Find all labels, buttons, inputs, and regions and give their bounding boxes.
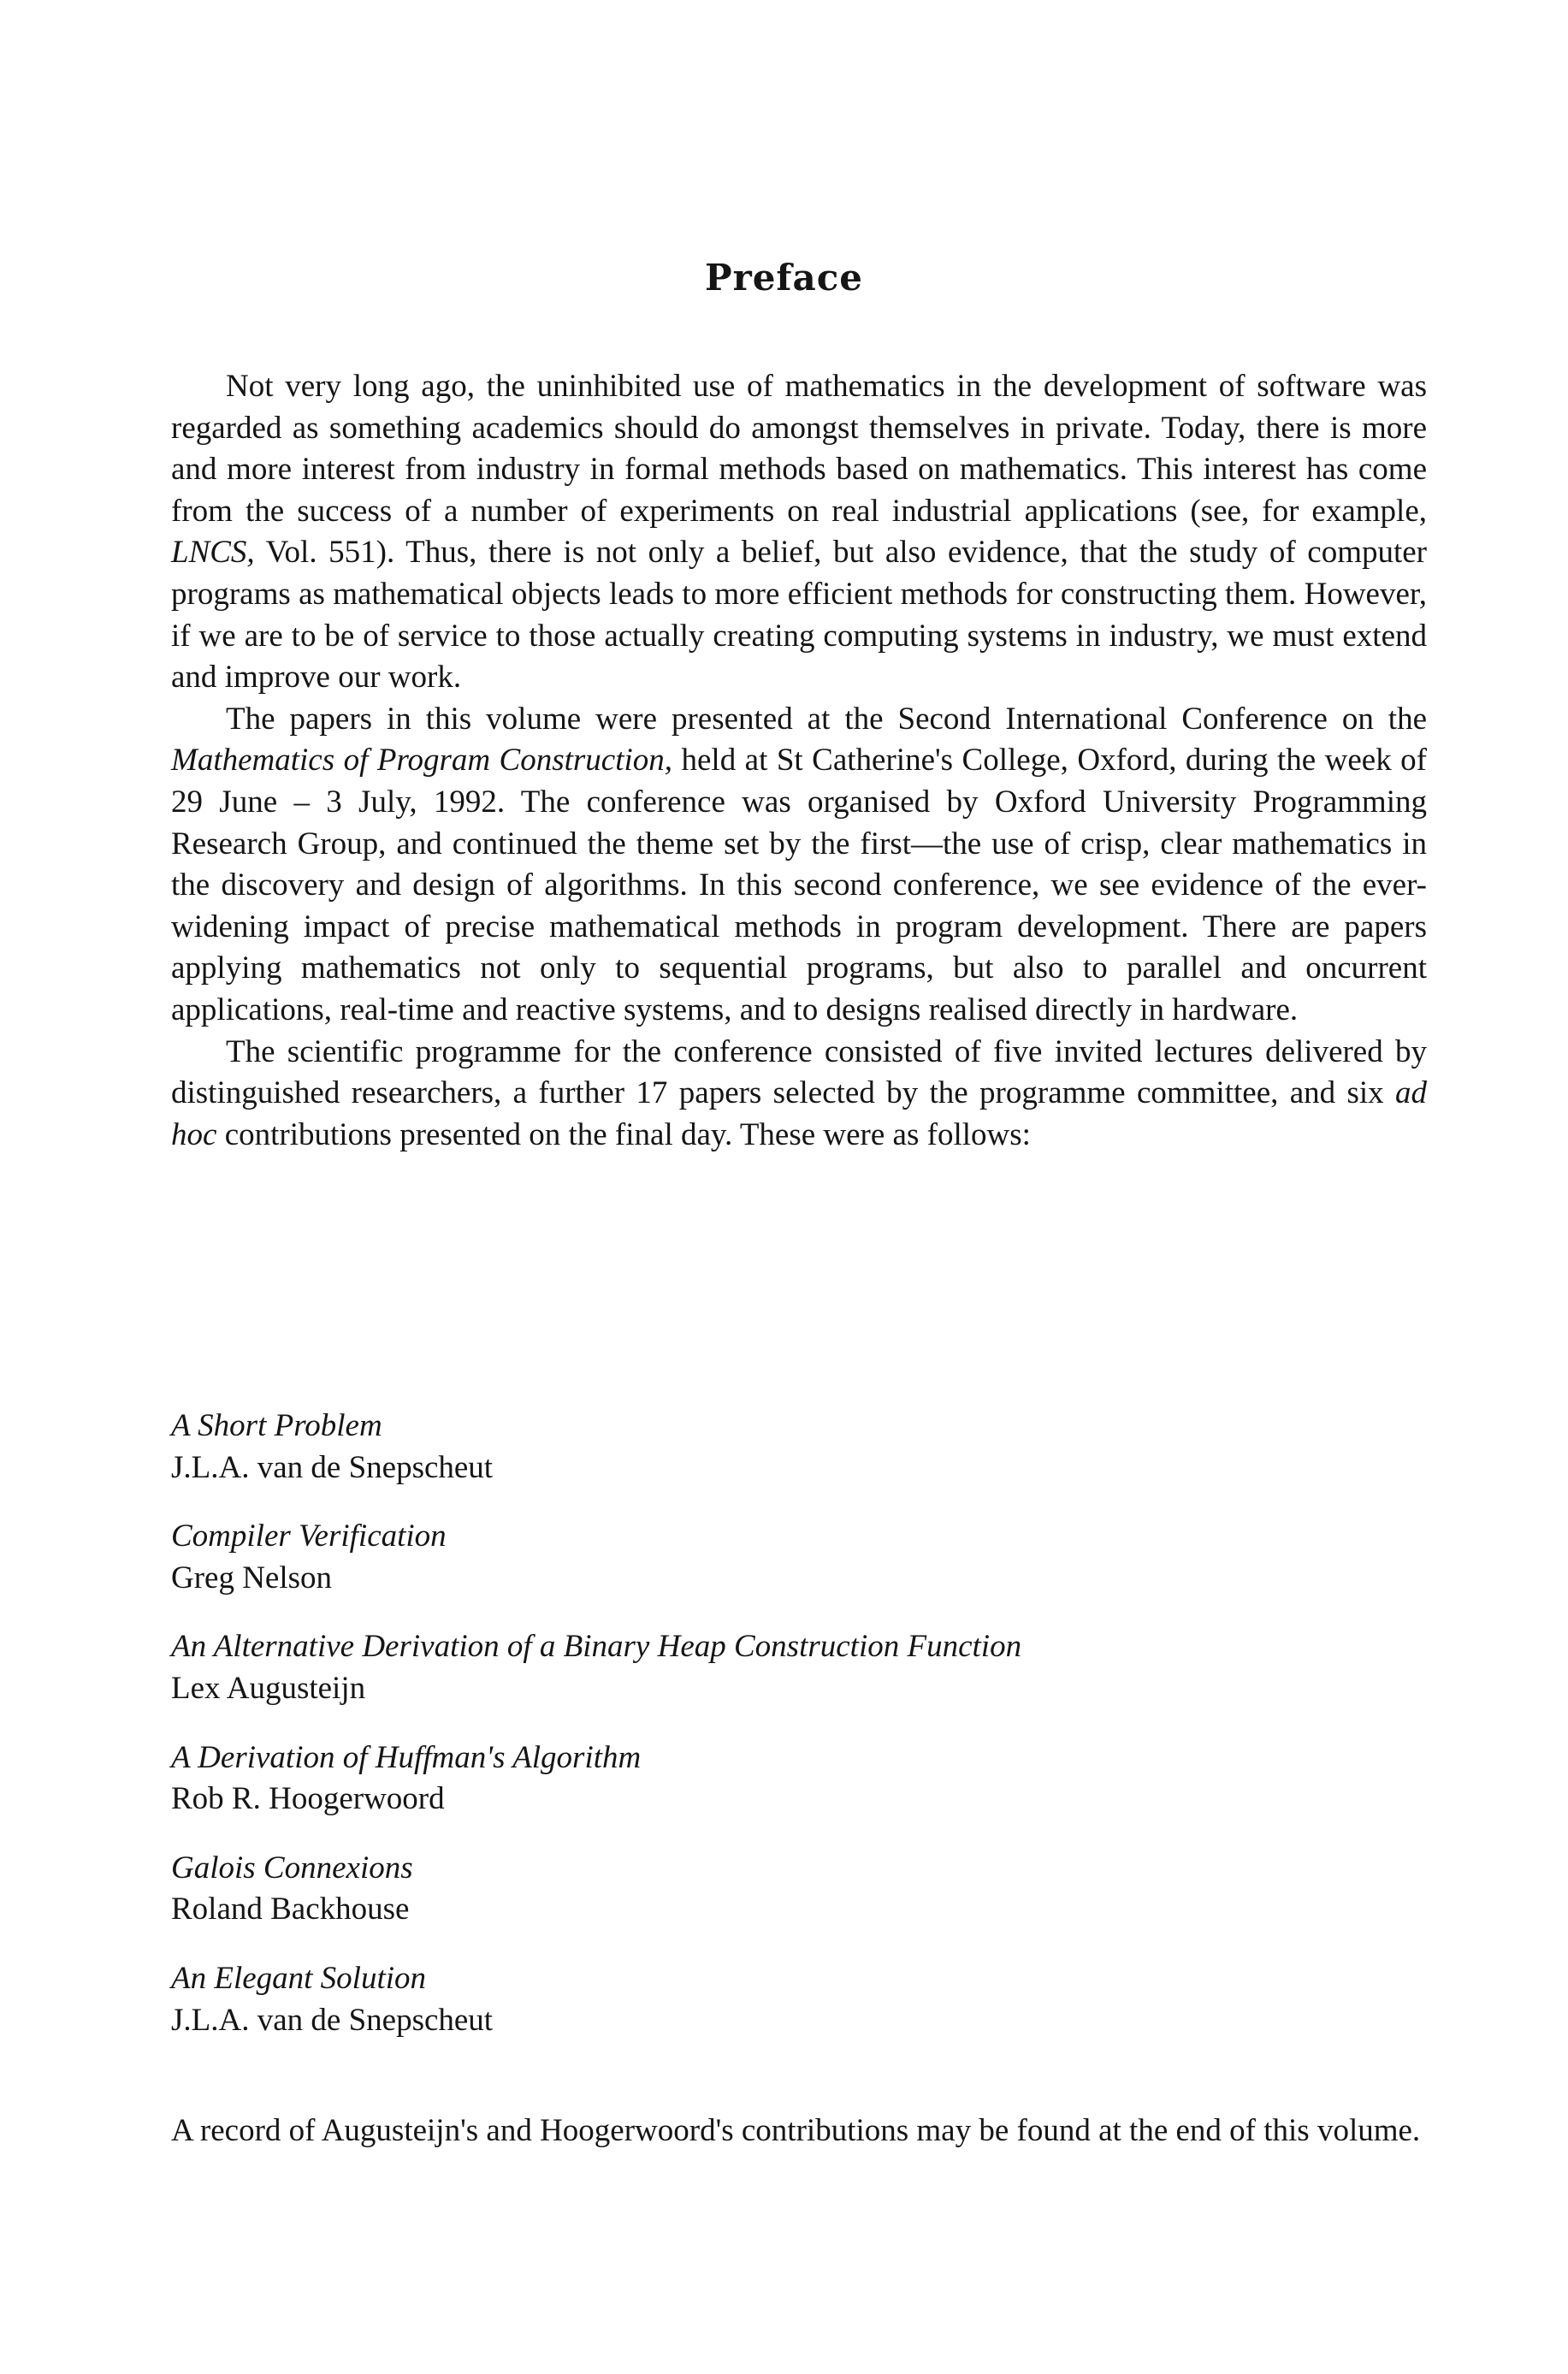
paragraph-1-text: Not very long ago, the uninhibited use of mathematics in the development of software was regarded as something academics should do amongst themselves in private. Today, there is more and more interest from industry in formal methods based on mathematics. This interest has come from the success of a number of experiments on real industrial applications (see, for example, bbox=[171, 369, 1427, 529]
paragraph-1 bbox=[171, 366, 1427, 699]
contribution-title: An Elegant Solution bbox=[171, 1960, 427, 1996]
contribution-author: Rob R. Hoogerwoord bbox=[171, 1781, 445, 1817]
closing-text: A record of Augusteijn's and Hoogerwoord's contributions may be found at the end of this volume. bbox=[171, 2113, 1421, 2148]
contribution-author: Greg Nelson bbox=[171, 1560, 333, 1595]
paragraph-1-emphasis: LNCS, bbox=[171, 535, 255, 571]
list-item bbox=[171, 1738, 1427, 1820]
contribution-title: Compiler Verification bbox=[171, 1519, 447, 1554]
contribution-author: Roland Backhouse bbox=[171, 1892, 410, 1927]
paragraph-3 bbox=[171, 1032, 1427, 1157]
list-item bbox=[171, 1958, 1427, 2041]
paragraph-2-emphasis: Mathematics of Program Construction, bbox=[171, 743, 673, 779]
contribution-author: J.L.A. van de Snepscheut bbox=[171, 2002, 494, 2038]
contribution-title: An Alternative Derivation of a Binary Heap Construction Function bbox=[171, 1629, 1022, 1665]
contributions-list bbox=[171, 1406, 1427, 2069]
page-title: Preface bbox=[704, 257, 863, 299]
paragraph-2-text: The papers in this volume were presented at the Second International Conference on the bbox=[226, 701, 1427, 737]
paragraph-3-text: The scientific programme for the conference consisted of five invited lectures delivered by distinguished researchers, a further 17 papers selected by the programme committee, and six bbox=[171, 1033, 1427, 1111]
contribution-title: A Derivation of Huffman's Algorithm bbox=[171, 1739, 642, 1775]
paragraph-3-emphasis: ad hoc bbox=[171, 1075, 1427, 1152]
contribution-title: A Short Problem bbox=[171, 1408, 382, 1443]
list-item bbox=[171, 1516, 1427, 1599]
paragraph-3-tail: contributions presented on the final day. These were as follows: bbox=[216, 1116, 1031, 1152]
list-item bbox=[171, 1626, 1427, 1709]
preface-body bbox=[171, 366, 1427, 1156]
contribution-author: J.L.A. van de Snepscheut bbox=[171, 1449, 494, 1485]
list-item bbox=[171, 1848, 1427, 1931]
paragraph-2 bbox=[171, 699, 1427, 1032]
paragraph-2-tail: held at St Catherine's College, Oxford, during the week of 29 June – 3 July, 1992. The conference was organised by Oxford University Programming Research Group, and continued the theme set by the first—the use of crisp, clear mathematics in the discovery and design of algorithms. In this second conference, we see evidence of the ever-widening impact of precise mathematical methods in program development. There are papers applying mathematics not only to sequential programs, but also to parallel and oncurrent applications, real-time and reactive systems, and to designs realised directly in hardware. bbox=[171, 743, 1427, 1027]
closing-paragraph bbox=[171, 2111, 1427, 2152]
paragraph-1-tail: Vol. 551). Thus, there is not only a belief, but also evidence, that the study of computer programs as mathematical objects leads to more efficient methods for constructing them. However, if we are to be of service to those actually creating computing systems in industry, we must extend and improve our work. bbox=[171, 535, 1427, 696]
list-item bbox=[171, 1406, 1427, 1489]
contribution-title: Galois Connexions bbox=[171, 1850, 413, 1886]
contribution-author: Lex Augusteijn bbox=[171, 1670, 366, 1706]
